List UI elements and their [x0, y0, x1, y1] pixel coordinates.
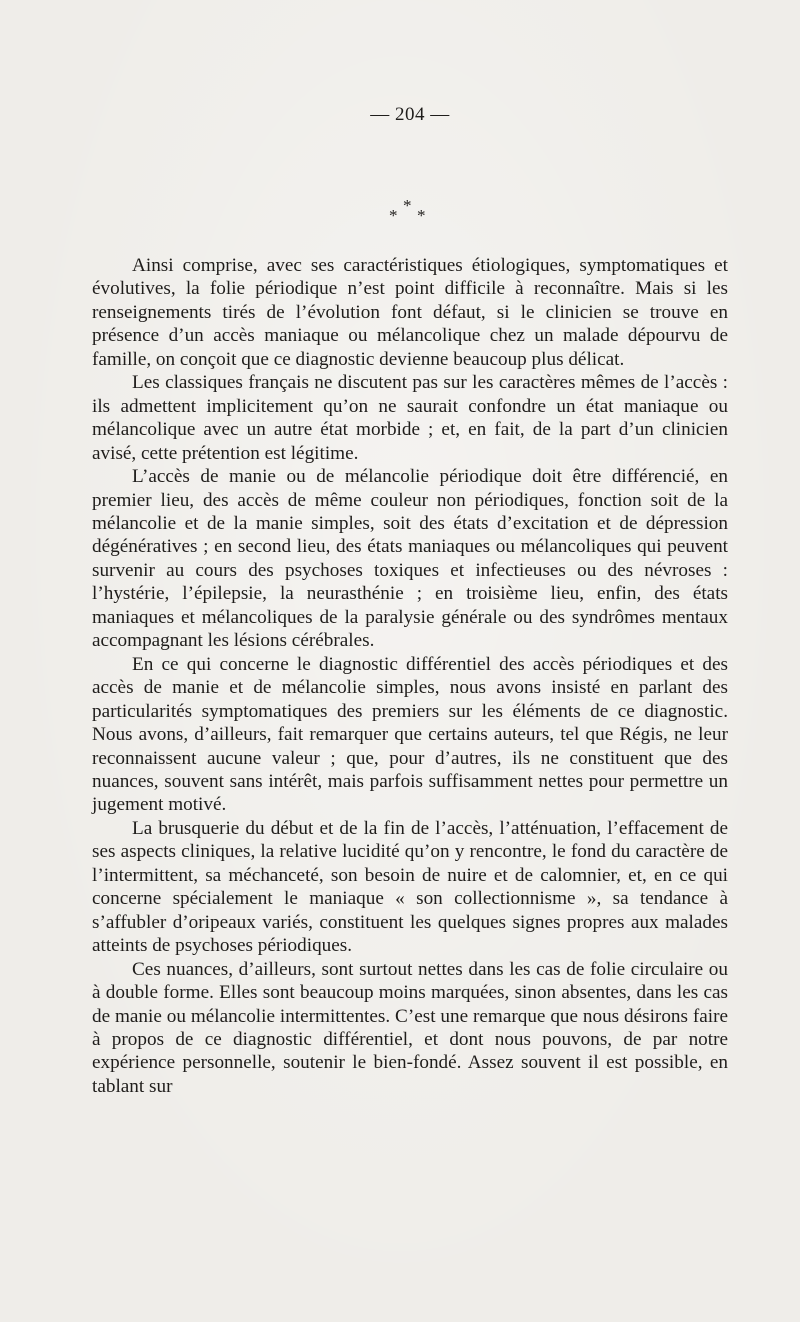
paragraph: Ainsi comprise, avec ses caractéristiques étiologiques, symptomatiques et évolutives, la folie périodique n’est point difficile à reconnaître. Mais si les renseignements tirés de l’évolution font défaut, si le clinicien se trouve en présence d’un accès maniaque ou mélancolique chez un malade dépourvu de famille, on conçoit que ce diagnostic devienne beaucoup plus délicat. — [92, 255, 728, 370]
asterisk-left: * — [389, 206, 398, 225]
asterisk-right: * — [417, 206, 426, 225]
page-number: — 204 — — [370, 104, 450, 125]
asterism-separator — [386, 196, 434, 230]
paragraph: Ces nuances, d’ailleurs, sont surtout nettes dans les cas de folie circulaire ou à double forme. Elles sont beaucoup moins marquées, sinon absentes, dans les cas de manie ou mélancolie intermittentes. C’est une remarque que nous désirons faire à propos de ce diagnostic différentiel, et dont nous pouvons, de par notre expérience personnelle, soutenir le bien-fondé. Assez souvent il est possible, en tablant sur — [92, 958, 728, 1097]
paragraph: L’accès de manie ou de mélancolie périodique doit être différencié, en premier lieu, des accès de même couleur non périodiques, fonction soit de la mélancolie et de la manie simples, soit des états d’excitation et de dépression dégénératives ; en second lieu, des états maniaques ou mélancoliques qui peuvent survenir au cours des psychoses toxiques et infectieuses ou des névroses : l’hystérie, l’épilepsie, la neurasthénie ; en troisième lieu, enfin, des états maniaques et mélancoliques de la paralysie générale ou des syndrômes mentaux accompagnant les lésions cérébrales. — [92, 466, 728, 652]
paragraph: Les classiques français ne discutent pas sur les caractères mêmes de l’accès : ils admettent implicitement qu’on ne saurait confondre un état maniaque ou mélancolique avec un autre état morbide ; et, en fait, de la part d’un clinicien avisé, cette prétention est légitime. — [92, 372, 728, 464]
asterisk-top: * — [403, 196, 412, 215]
paragraph: La brusquerie du début et de la fin de l’accès, l’atténuation, l’effacement de ses aspects cliniques, la relative lucidité qu’on y rencontre, le fond du caractère de l’intermittent, sa méchanceté, son besoin de nuire et de calomnier, et, en ce qui concerne spécialement le maniaque « son collectionnisme », sa tendance à s’affubler d’oripeaux variés, constituent les quelques signes propres aux malades atteints de psychoses périodiques. — [92, 817, 728, 957]
paragraph: En ce qui concerne le diagnostic différentiel des accès périodiques et des accès de manie et de mélancolie simples, nous avons insisté en parlant des particularités symptomatiques des premiers sur les éléments de ce diagnostic. Nous avons, d’ailleurs, fait remarquer que certains auteurs, tel que Régis, ne leur reconnaissent aucune valeur ; que, pour d’autres, ils ne constituent que des nuances, souvent sans intérêt, mais parfois suffisamment nettes pour permettre un jugement motivé. — [92, 653, 728, 816]
body-text — [92, 254, 728, 1098]
